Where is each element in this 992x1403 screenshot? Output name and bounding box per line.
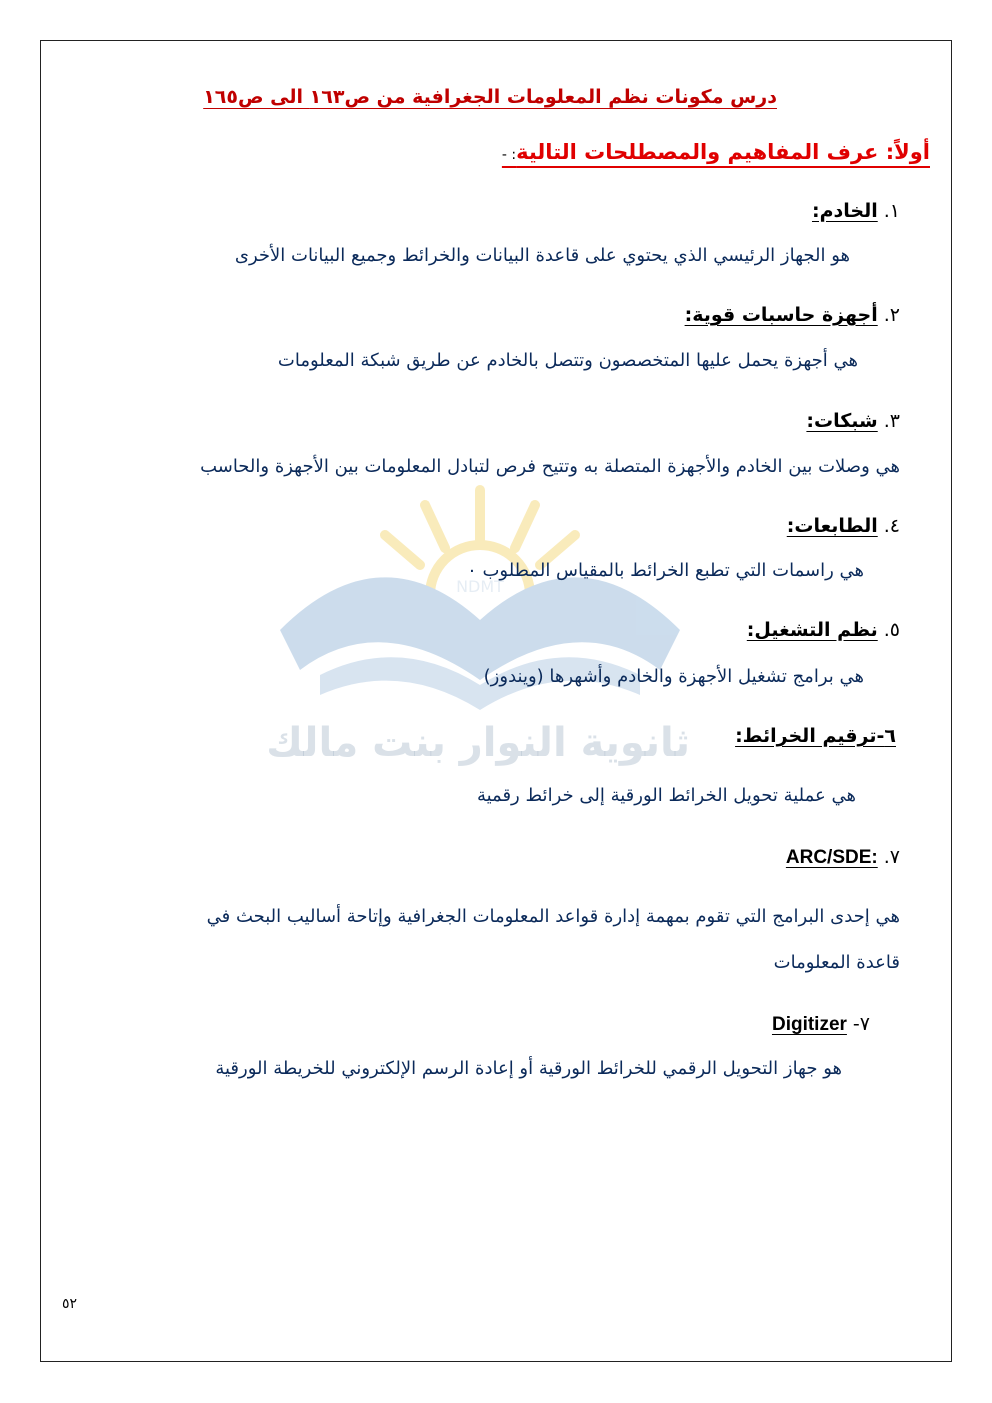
term-definition-continued: قاعدة المعلومات	[773, 952, 900, 973]
watermark-text: ثانوية النوار بنت مالك	[266, 720, 690, 766]
term-number: ٧-	[852, 1013, 870, 1035]
term-number: ٤.	[883, 515, 900, 537]
term-label: الخادم:	[811, 200, 878, 222]
section-heading-label: أولاً: عرف المفاهيم والمصطلحات التالية	[516, 140, 930, 164]
term-label: شبكات:	[806, 410, 878, 432]
term-definition: هي راسمات التي تطبع الخرائط بالمقياس المطلوب ٠	[467, 560, 864, 581]
term-label: ARC/SDE:	[785, 847, 878, 868]
term-label: أجهزة حاسبات قوية:	[684, 304, 878, 326]
term-label: نظم التشغيل:	[746, 619, 878, 641]
term-heading	[735, 725, 896, 747]
section-heading-suffix: : -	[501, 147, 517, 163]
term-definition: هو جهاز التحويل الرقمي للخرائط الورقية أو إعادة الرسم الإلكتروني للخريطة الورقية	[215, 1058, 842, 1079]
term-label: Digitizer	[771, 1014, 847, 1035]
page-border	[40, 40, 952, 1362]
term-label: الطابعات:	[786, 515, 878, 537]
term-number: ٥.	[883, 619, 900, 641]
term-heading	[772, 1013, 870, 1036]
term-number-and-label	[735, 725, 896, 747]
term-number: ٦-	[876, 725, 896, 747]
term-heading	[747, 619, 900, 641]
page-title: درس مكونات نظم المعلومات الجغرافية من ص١٦٣ الى ص١٦٥	[203, 86, 777, 108]
term-number: ١.	[883, 200, 900, 222]
term-definition: هي عملية تحويل الخرائط الورقية إلى خرائط رقمية	[476, 785, 856, 806]
term-definition: هو الجهاز الرئيسي الذي يحتوي على قاعدة البيانات والخرائط وجميع البيانات الأخرى	[234, 245, 850, 266]
term-heading	[812, 200, 900, 222]
term-heading	[786, 846, 900, 869]
term-heading	[685, 304, 900, 326]
term-definition: هي برامج تشغيل الأجهزة والخادم وأشهرها (ويندوز)	[483, 666, 864, 687]
term-heading	[806, 410, 900, 432]
term-definition: هي إحدى البرامج التي تقوم بمهمة إدارة قواعد المعلومات الجغرافية وإتاحة أساليب البحث في	[206, 906, 900, 927]
term-number: ٧.	[883, 846, 900, 868]
section-heading	[502, 140, 930, 164]
page-number: ٥٢	[62, 1296, 78, 1312]
term-number: ٢.	[883, 304, 900, 326]
term-label: ترقيم الخرائط:	[735, 725, 877, 747]
term-definition: هي أجهزة يحمل عليها المتخصصون وتتصل بالخادم عن طريق شبكة المعلومات	[277, 350, 858, 371]
term-definition: هي وصلات بين الخادم والأجهزة المتصلة به وتتيح فرص لتبادل المعلومات بين الأجهزة والحاسب	[200, 456, 900, 477]
term-number: ٣.	[883, 410, 900, 432]
logo-text: NDMT	[456, 577, 504, 596]
term-heading	[787, 515, 900, 537]
